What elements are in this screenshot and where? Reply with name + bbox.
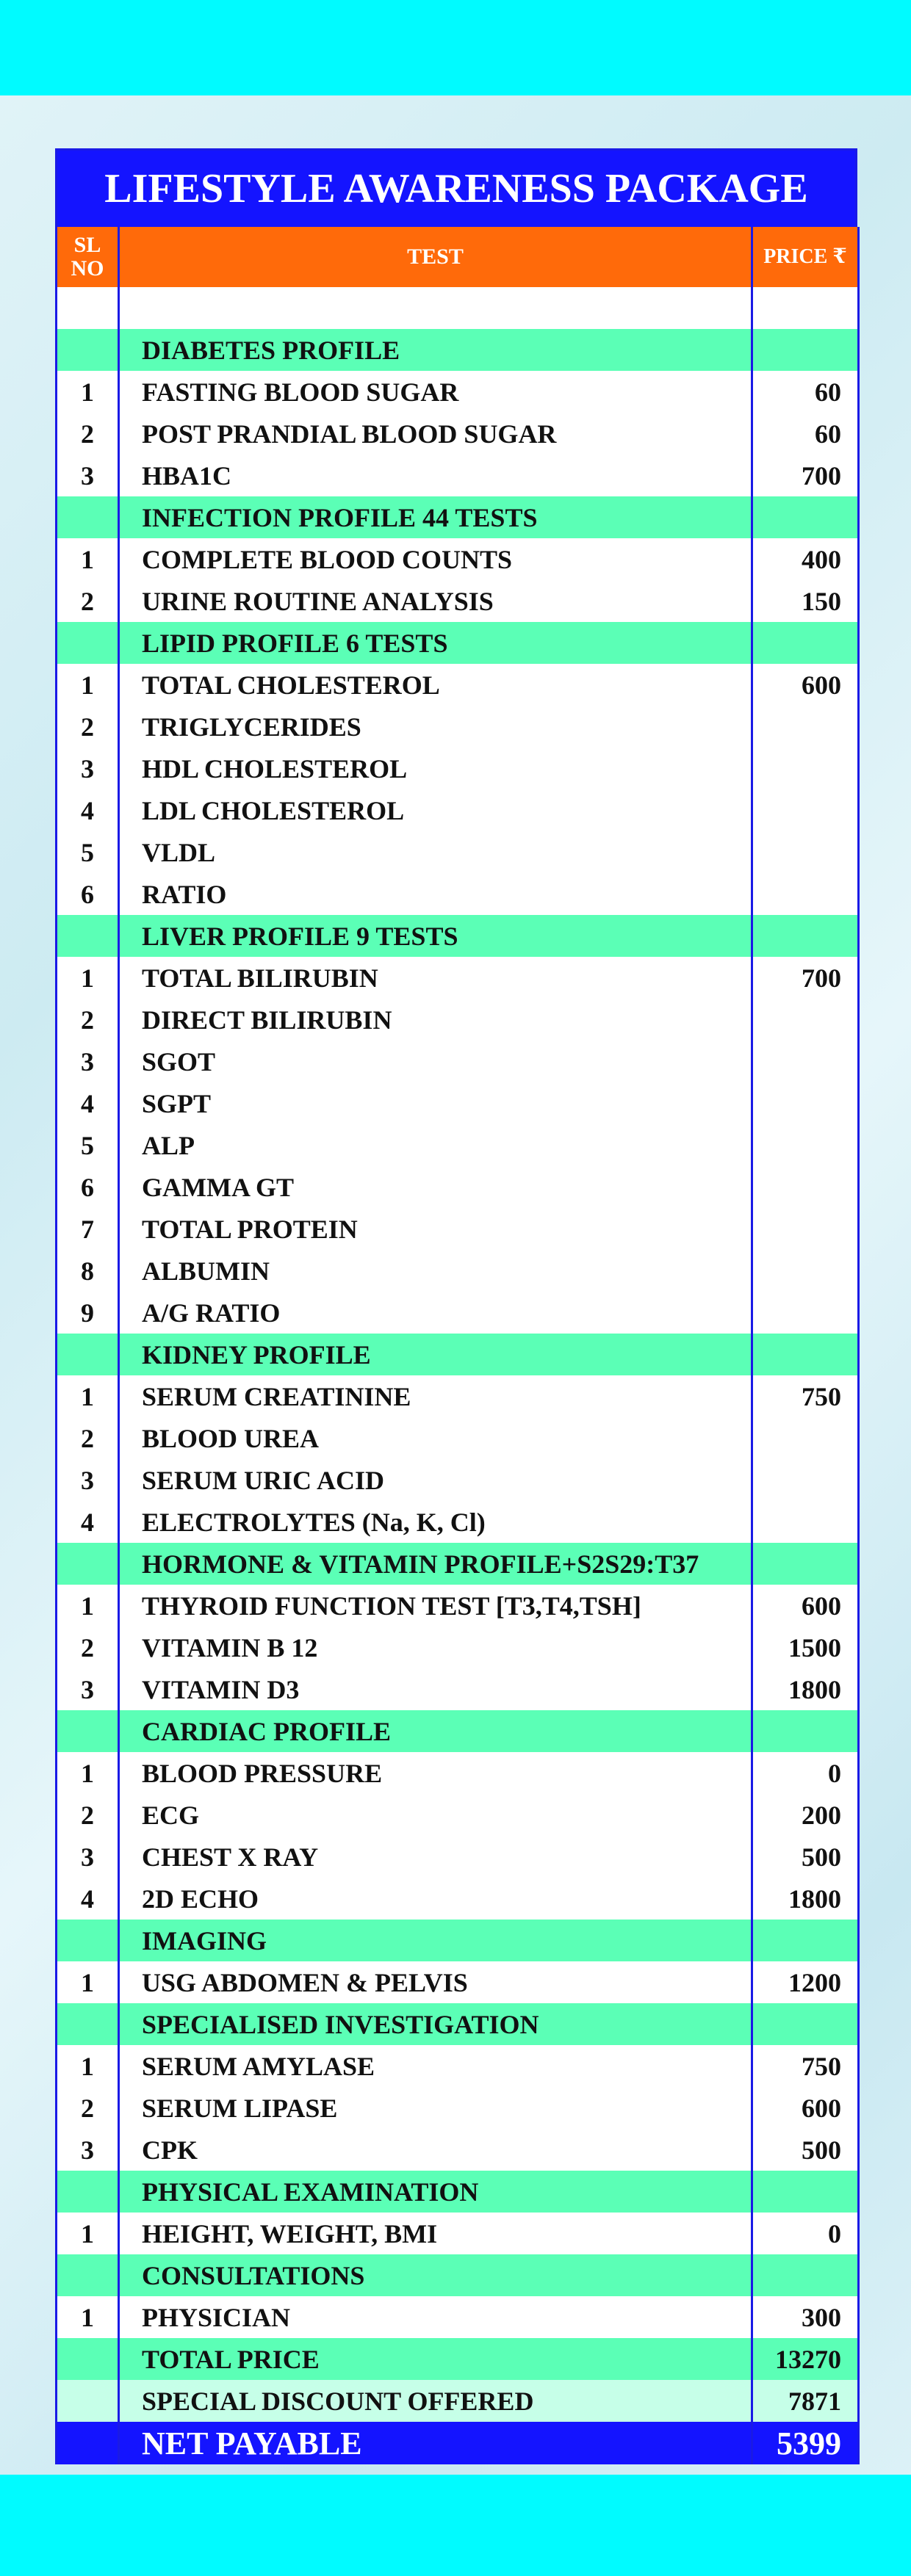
row-test-name: VITAMIN B 12 [119, 1627, 752, 1668]
row-test-name: VITAMIN D3 [119, 1668, 752, 1710]
section-price-cell [752, 622, 859, 664]
row-price [752, 1292, 859, 1334]
net-sl-cell [57, 2422, 119, 2464]
row-sl-no: 1 [57, 1585, 119, 1627]
row-sl-no: 2 [57, 413, 119, 455]
section-price-cell [752, 1334, 859, 1375]
row-test-name: RATIO [119, 873, 752, 915]
table-row [57, 371, 859, 413]
header-sl-no: SL NO [57, 227, 119, 287]
spacer-row [57, 287, 859, 329]
row-sl-no: 6 [57, 1166, 119, 1208]
table-row [57, 538, 859, 580]
row-sl-no: 2 [57, 1627, 119, 1668]
table-row [57, 999, 859, 1041]
spacer-cell [119, 287, 752, 329]
bottom-cyan-band [0, 2475, 911, 2576]
table-row [57, 455, 859, 496]
row-test-name: URINE ROUTINE ANALYSIS [119, 580, 752, 622]
row-sl-no: 3 [57, 1836, 119, 1878]
table-row [57, 664, 859, 706]
row-price: 700 [752, 455, 859, 496]
row-test-name: HBA1C [119, 455, 752, 496]
discount-label: SPECIAL DISCOUNT OFFERED [119, 2380, 752, 2422]
row-test-name: A/G RATIO [119, 1292, 752, 1334]
section-row [57, 915, 859, 957]
section-price-cell [752, 2171, 859, 2213]
row-price [752, 999, 859, 1041]
row-sl-no: 1 [57, 1961, 119, 2003]
row-price: 600 [752, 1585, 859, 1627]
section-title: SPECIALISED INVESTIGATION [119, 2003, 752, 2045]
total-sl-cell [57, 2338, 119, 2380]
row-sl-no: 3 [57, 455, 119, 496]
table-row [57, 1124, 859, 1166]
top-cyan-band [0, 0, 911, 95]
row-test-name: TOTAL PROTEIN [119, 1208, 752, 1250]
section-title: IMAGING [119, 1920, 752, 1961]
row-price [752, 1041, 859, 1082]
table-row [57, 1836, 859, 1878]
section-sl-cell [57, 915, 119, 957]
table-row [57, 1208, 859, 1250]
table-row [57, 1627, 859, 1668]
table-row [57, 1166, 859, 1208]
section-row [57, 1920, 859, 1961]
table-row [57, 1375, 859, 1417]
table-row [57, 2087, 859, 2129]
section-price-cell [752, 329, 859, 371]
section-title: KIDNEY PROFILE [119, 1334, 752, 1375]
section-price-cell [752, 2254, 859, 2296]
section-row [57, 496, 859, 538]
row-price: 500 [752, 1836, 859, 1878]
row-price: 1500 [752, 1627, 859, 1668]
row-price: 0 [752, 1752, 859, 1794]
package-title: LIFESTYLE AWARENESS PACKAGE [55, 148, 857, 227]
row-sl-no: 3 [57, 748, 119, 789]
row-price: 60 [752, 413, 859, 455]
table-row [57, 413, 859, 455]
spacer-cell [57, 287, 119, 329]
row-sl-no: 1 [57, 2045, 119, 2087]
table-row [57, 1961, 859, 2003]
row-sl-no: 4 [57, 1878, 119, 1920]
section-sl-cell [57, 1710, 119, 1752]
row-sl-no: 1 [57, 1375, 119, 1417]
row-price: 750 [752, 2045, 859, 2087]
row-sl-no: 1 [57, 538, 119, 580]
row-sl-no: 2 [57, 706, 119, 748]
row-test-name: BLOOD PRESSURE [119, 1752, 752, 1794]
row-sl-no: 8 [57, 1250, 119, 1292]
net-payable-row [57, 2422, 859, 2464]
total-price-value: 13270 [752, 2338, 859, 2380]
section-sl-cell [57, 2254, 119, 2296]
row-test-name: VLDL [119, 831, 752, 873]
section-price-cell [752, 1543, 859, 1585]
row-test-name: SERUM LIPASE [119, 2087, 752, 2129]
table-row [57, 2296, 859, 2338]
row-test-name: SERUM AMYLASE [119, 2045, 752, 2087]
row-sl-no: 9 [57, 1292, 119, 1334]
section-row [57, 2254, 859, 2296]
row-price: 1800 [752, 1668, 859, 1710]
row-test-name: TOTAL CHOLESTEROL [119, 664, 752, 706]
table-row [57, 1459, 859, 1501]
row-price [752, 1250, 859, 1292]
net-payable-value: 5399 [752, 2422, 859, 2464]
row-test-name: USG ABDOMEN & PELVIS [119, 1961, 752, 2003]
row-price [752, 748, 859, 789]
row-test-name: TRIGLYCERIDES [119, 706, 752, 748]
table-header-row [57, 227, 859, 287]
section-price-cell [752, 496, 859, 538]
row-sl-no: 2 [57, 1794, 119, 1836]
section-title: PHYSICAL EXAMINATION [119, 2171, 752, 2213]
row-test-name: COMPLETE BLOOD COUNTS [119, 538, 752, 580]
row-sl-no: 1 [57, 957, 119, 999]
row-test-name: CHEST X RAY [119, 1836, 752, 1878]
table-row [57, 1292, 859, 1334]
section-sl-cell [57, 496, 119, 538]
row-price [752, 873, 859, 915]
row-test-name: ECG [119, 1794, 752, 1836]
row-test-name: HEIGHT, WEIGHT, BMI [119, 2213, 752, 2254]
section-price-cell [752, 1710, 859, 1752]
table-row [57, 1501, 859, 1543]
row-price [752, 1166, 859, 1208]
row-price [752, 1501, 859, 1543]
row-test-name: 2D ECHO [119, 1878, 752, 1920]
section-row [57, 2003, 859, 2045]
row-price: 750 [752, 1375, 859, 1417]
row-test-name: SERUM URIC ACID [119, 1459, 752, 1501]
package-table [55, 227, 860, 2464]
row-test-name: POST PRANDIAL BLOOD SUGAR [119, 413, 752, 455]
row-price [752, 706, 859, 748]
row-test-name: CPK [119, 2129, 752, 2171]
section-title: LIVER PROFILE 9 TESTS [119, 915, 752, 957]
row-sl-no: 2 [57, 1417, 119, 1459]
section-title: CONSULTATIONS [119, 2254, 752, 2296]
table-row [57, 1878, 859, 1920]
table-row [57, 1752, 859, 1794]
row-test-name: BLOOD UREA [119, 1417, 752, 1459]
package-panel [55, 148, 857, 2464]
row-sl-no: 3 [57, 1459, 119, 1501]
row-price: 1800 [752, 1878, 859, 1920]
table-row [57, 1250, 859, 1292]
section-sl-cell [57, 329, 119, 371]
row-sl-no: 4 [57, 1501, 119, 1543]
section-title: CARDIAC PROFILE [119, 1710, 752, 1752]
row-price [752, 1124, 859, 1166]
row-price: 400 [752, 538, 859, 580]
row-sl-no: 2 [57, 2087, 119, 2129]
section-row [57, 329, 859, 371]
row-sl-no: 2 [57, 580, 119, 622]
total-price-row [57, 2338, 859, 2380]
row-price: 700 [752, 957, 859, 999]
table-row [57, 1041, 859, 1082]
row-price [752, 1082, 859, 1124]
row-sl-no: 7 [57, 1208, 119, 1250]
row-sl-no: 1 [57, 1752, 119, 1794]
row-price: 150 [752, 580, 859, 622]
table-row [57, 789, 859, 831]
section-price-cell [752, 2003, 859, 2045]
net-payable-label: NET PAYABLE [119, 2422, 752, 2464]
row-price: 600 [752, 2087, 859, 2129]
row-price: 500 [752, 2129, 859, 2171]
section-sl-cell [57, 1920, 119, 1961]
discount-value: 7871 [752, 2380, 859, 2422]
section-sl-cell [57, 1543, 119, 1585]
section-price-cell [752, 915, 859, 957]
row-test-name: GAMMA GT [119, 1166, 752, 1208]
table-row [57, 1794, 859, 1836]
section-title: HORMONE & VITAMIN PROFILE+S2S29:T37 [119, 1543, 752, 1585]
row-sl-no: 6 [57, 873, 119, 915]
table-row [57, 1082, 859, 1124]
table-row [57, 831, 859, 873]
row-sl-no: 5 [57, 1124, 119, 1166]
section-row [57, 622, 859, 664]
table-row [57, 748, 859, 789]
row-price: 200 [752, 1794, 859, 1836]
table-row [57, 1585, 859, 1627]
row-sl-no: 4 [57, 1082, 119, 1124]
table-row [57, 1668, 859, 1710]
row-sl-no: 1 [57, 371, 119, 413]
header-price: PRICE ₹ [752, 227, 859, 287]
row-price [752, 1417, 859, 1459]
table-row [57, 957, 859, 999]
row-sl-no: 3 [57, 1041, 119, 1082]
row-test-name: SERUM CREATININE [119, 1375, 752, 1417]
row-test-name: ELECTROLYTES (Na, K, Cl) [119, 1501, 752, 1543]
row-sl-no: 1 [57, 664, 119, 706]
row-price: 600 [752, 664, 859, 706]
row-test-name: ALBUMIN [119, 1250, 752, 1292]
table-row [57, 2213, 859, 2254]
table-row [57, 2129, 859, 2171]
row-price: 60 [752, 371, 859, 413]
discount-row [57, 2380, 859, 2422]
section-sl-cell [57, 622, 119, 664]
row-sl-no: 3 [57, 2129, 119, 2171]
row-sl-no: 3 [57, 1668, 119, 1710]
table-row [57, 2045, 859, 2087]
row-test-name: LDL CHOLESTEROL [119, 789, 752, 831]
row-test-name: FASTING BLOOD SUGAR [119, 371, 752, 413]
row-test-name: DIRECT BILIRUBIN [119, 999, 752, 1041]
row-test-name: HDL CHOLESTEROL [119, 748, 752, 789]
row-price: 1200 [752, 1961, 859, 2003]
table-row [57, 873, 859, 915]
row-test-name: SGOT [119, 1041, 752, 1082]
section-row [57, 2171, 859, 2213]
section-title: LIPID PROFILE 6 TESTS [119, 622, 752, 664]
row-price [752, 831, 859, 873]
section-row [57, 1334, 859, 1375]
row-test-name: THYROID FUNCTION TEST [T3,T4,TSH] [119, 1585, 752, 1627]
spacer-cell [752, 287, 859, 329]
table-body [57, 287, 859, 2338]
total-price-label: TOTAL PRICE [119, 2338, 752, 2380]
row-price [752, 1459, 859, 1501]
section-title: INFECTION PROFILE 44 TESTS [119, 496, 752, 538]
row-sl-no: 2 [57, 999, 119, 1041]
section-title: DIABETES PROFILE [119, 329, 752, 371]
row-sl-no: 1 [57, 2296, 119, 2338]
row-test-name: ALP [119, 1124, 752, 1166]
discount-sl-cell [57, 2380, 119, 2422]
row-test-name: TOTAL BILIRUBIN [119, 957, 752, 999]
section-sl-cell [57, 2171, 119, 2213]
row-sl-no: 4 [57, 789, 119, 831]
section-row [57, 1543, 859, 1585]
section-sl-cell [57, 1334, 119, 1375]
row-price [752, 1208, 859, 1250]
section-price-cell [752, 1920, 859, 1961]
table-row [57, 706, 859, 748]
row-test-name: PHYSICIAN [119, 2296, 752, 2338]
header-test: TEST [119, 227, 752, 287]
table-row [57, 1417, 859, 1459]
row-price [752, 789, 859, 831]
section-row [57, 1710, 859, 1752]
table-row [57, 580, 859, 622]
row-price: 0 [752, 2213, 859, 2254]
row-sl-no: 5 [57, 831, 119, 873]
row-sl-no: 1 [57, 2213, 119, 2254]
row-test-name: SGPT [119, 1082, 752, 1124]
row-price: 300 [752, 2296, 859, 2338]
section-sl-cell [57, 2003, 119, 2045]
